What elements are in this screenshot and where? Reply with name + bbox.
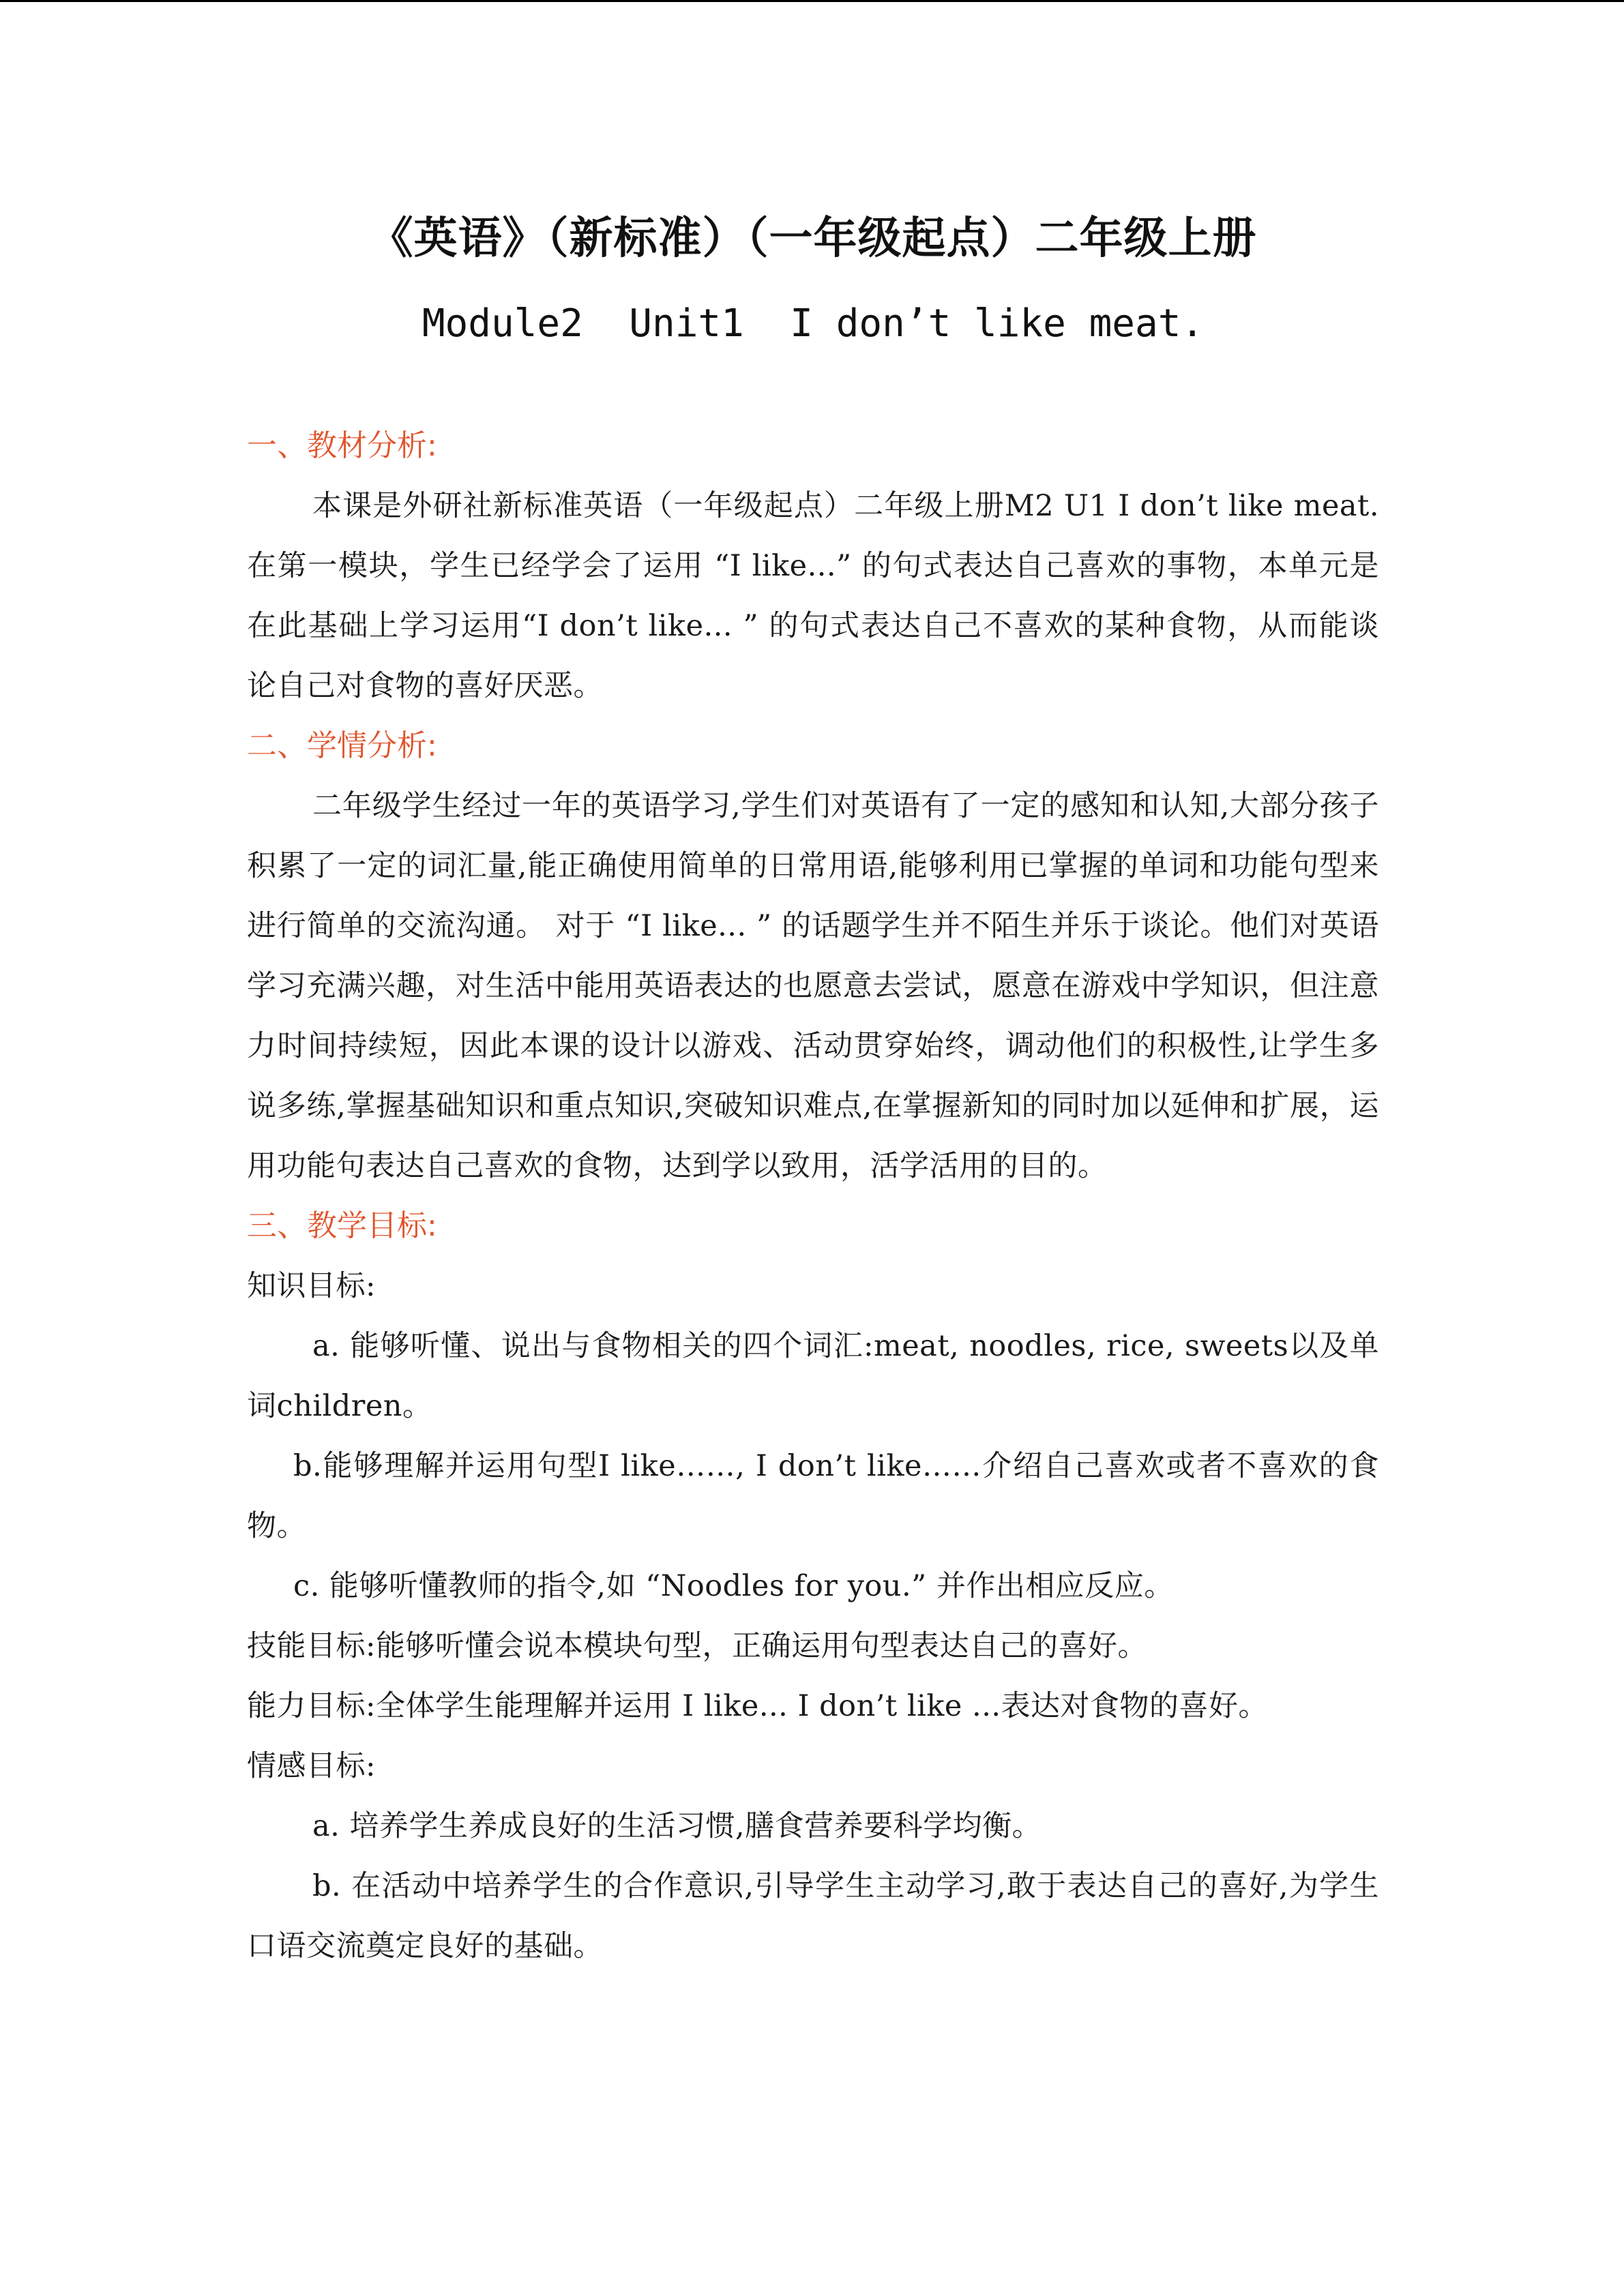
skill-objective: 技能目标:能够听懂会说本模块句型，正确运用句型表达自己的喜好。 [247,1629,1147,1663]
document-title: 《英语》（新标准）（一年级起点）二年级上册 [369,213,1257,264]
ability-objective: 能力目标:全体学生能理解并运用 I like... I don’t like ...表达对食物的喜好。 [247,1689,1269,1723]
section-heading-textbook-analysis: 一、教材分析: [247,428,437,463]
knowledge-objective-a: a. 能够听懂、说出与食物相关的四个词汇:meat, noodles, rice, sweets以及单词children。 [247,1329,1379,1423]
emotion-objectives-label: 情感目标: [247,1749,376,1783]
knowledge-objective-c: c. 能够听懂教师的指令,如 “Noodles for you.” 并作出相应反应。 [293,1569,1174,1603]
student-analysis-paragraph: 二年级学生经过一年的英语学习,学生们对英语有了一定的感知和认知,大部分孩子积累了一定的词汇量,能正确使用简单的日常用语,能够利用已掌握的单词和功能句型来进行简单的交流沟通。 对于 “I like... ” 的话题学生并不陌生并乐于谈论。他们对英语学习充满兴趣，对生活中能用英语表达的也愿意去尝试，愿意在游戏中学知识，但注意力时间持续短，因此本课的设计以游戏、活动贯穿始终，调动他们的积极性,让学生多说多练,掌握基础知识和重点知识,突破知识难点,在掌握新知的同时加以延伸和扩展，运用功能句表达自己喜欢的食物，达到学以致用，活学活用的目的。 [247,789,1379,1183]
textbook-analysis-paragraph: 本课是外研社新标准英语（一年级起点）二年级上册M2 U1 I don’t like meat.在第一模块，学生已经学会了运用 “I like...” 的句式表达自己喜欢的事物，本单元是在此基础上学习运用“I don’t like... ” 的句式表达自己不喜欢的某种食物，从而能谈论自己对食物的喜好厌恶。 [247,489,1379,703]
emotion-objective-b: b. 在活动中培养学生的合作意识,引导学生主动学习,敢于表达自己的喜好,为学生口语交流奠定良好的基础。 [247,1869,1379,1963]
document-subtitle: Module2 Unit1 I don’t like meat. [422,301,1205,346]
section-heading-student-analysis: 二、学情分析: [247,728,437,763]
document-body [247,416,1379,1976]
knowledge-objectives-label: 知识目标: [247,1269,376,1303]
page-top-border [0,0,1624,2]
section-heading-teaching-objectives: 三、教学目标: [247,1208,437,1243]
knowledge-objective-b: b.能够理解并运用句型I like……, I don’t like……介绍自己喜欢或者不喜欢的食物。 [247,1449,1379,1543]
emotion-objective-a: a. 培养学生养成良好的生活习惯,膳食营养要科学均衡。 [312,1809,1042,1843]
objectives-block [247,1256,1379,1976]
